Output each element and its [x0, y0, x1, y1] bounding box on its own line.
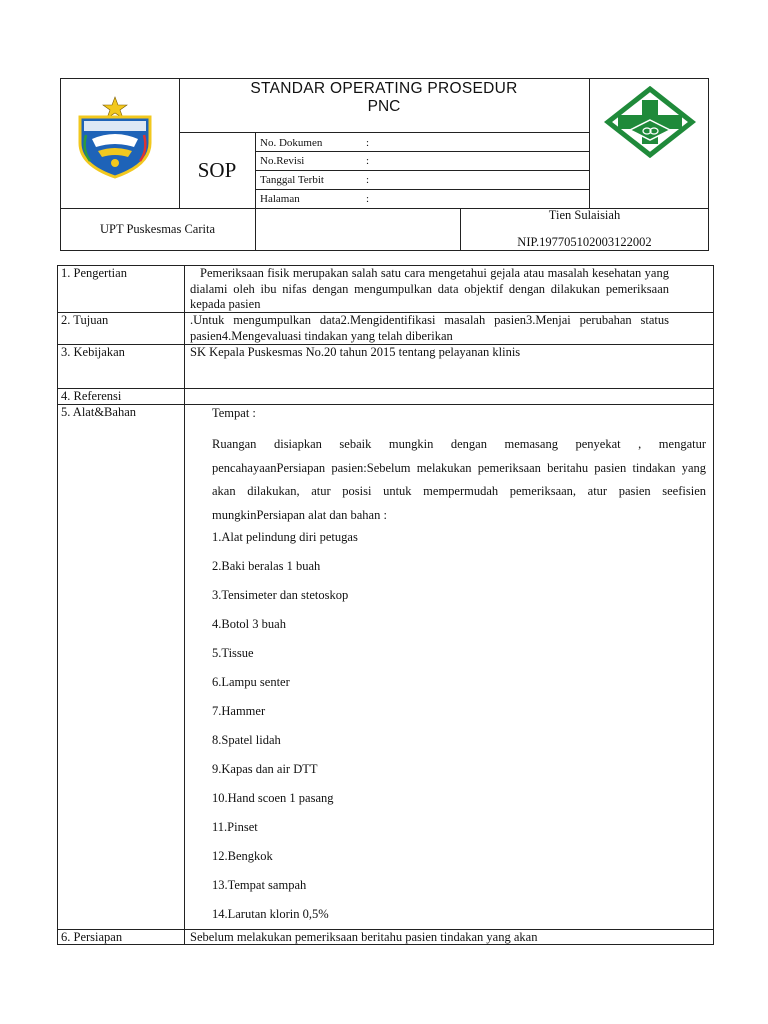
puskesmas-logo	[604, 86, 696, 158]
signer-name: Tien Sulaisiah	[548, 208, 621, 222]
kebijakan-text: SK Kepala Puskesmas No.20 tahun 2015 tentang pelayanan klinis	[190, 345, 521, 359]
doc-field-sep: :	[366, 193, 370, 205]
row-label-tujuan: 2. Tujuan	[61, 313, 109, 327]
doc-field-tanggal-terbit: Tanggal Terbit	[260, 174, 324, 186]
row-label-referensi: 4. Referensi	[61, 389, 122, 403]
unit-name: UPT Puskesmas Carita	[99, 222, 216, 236]
doc-field-no-revisi: No.Revisi	[260, 155, 305, 167]
row-label-kebijakan: 3. Kebijakan	[61, 345, 125, 359]
list-item: 11.Pinset	[212, 820, 258, 834]
list-item: 5.Tissue	[212, 646, 254, 660]
list-item: 14.Larutan klorin 0,5%	[212, 907, 329, 921]
list-item: 10.Hand scoen 1 pasang	[212, 791, 334, 805]
row-label-pengertian: 1. Pengertian	[61, 266, 127, 280]
list-item: 7.Hammer	[212, 704, 266, 718]
regional-crest-logo	[70, 95, 160, 180]
sop-label: SOP	[197, 158, 237, 182]
list-item: 4.Botol 3 buah	[212, 617, 286, 631]
list-item: 6.Lampu senter	[212, 675, 290, 689]
signer-nip: NIP.197705102003122002	[517, 235, 652, 249]
document-title-line1: STANDAR OPERATING PROSEDUR	[250, 80, 518, 97]
row-label-alat-bahan: 5. Alat&Bahan	[61, 405, 136, 419]
list-item: 9.Kapas dan air DTT	[212, 762, 318, 776]
persiapan-text: Sebelum melakukan pemeriksaan beritahu pasien tindakan yang akan	[190, 930, 538, 944]
alat-bahan-paragraph: Ruangan disiapkan sebaik mungkin dengan memasang penyekat , mengatur pencahayaanPersiapan pasien:Sebelum melakukan pemeriksaan beritahu pasien tindakan yang akan dilakukan, atur posisi untuk mempermudah pemeriksaan, atur pasien seefisien mungkinPersiapan alat dan bahan :	[212, 437, 706, 522]
list-item: 8.Spatel lidah	[212, 733, 281, 747]
doc-field-no-dokumen: No. Dokumen	[260, 137, 323, 149]
doc-field-halaman: Halaman	[260, 193, 300, 205]
tujuan-text: .Untuk mengumpulkan data2.Mengidentifikasi masalah pasien3.Menjai perubahan status pasien4.Mengevaluasi tindakan yang telah diberikan	[190, 313, 669, 343]
content-table	[57, 265, 714, 945]
document-title-line2: PNC	[367, 98, 401, 115]
list-item: 1.Alat pelindung diri petugas	[212, 530, 358, 544]
tempat-label: Tempat :	[212, 406, 256, 420]
pengertian-text: Pemeriksaan fisik merupakan salah satu cara mengetahui gejala atau masalah kesehatan yang dialami oleh ibu nifas dengan mengumpulkan data objektif dengan dilakukan pemeriksaan kepada pasien	[190, 266, 669, 311]
doc-field-sep: :	[366, 155, 370, 167]
doc-field-sep: :	[366, 137, 370, 149]
row-label-persiapan: 6. Persiapan	[61, 930, 123, 944]
list-item: 2.Baki beralas 1 buah	[212, 559, 321, 573]
list-item: 3.Tensimeter dan stetoskop	[212, 588, 349, 602]
list-item: 13.Tempat sampah	[212, 878, 307, 892]
doc-field-sep: :	[366, 174, 370, 186]
list-item: 12.Bengkok	[212, 849, 273, 863]
